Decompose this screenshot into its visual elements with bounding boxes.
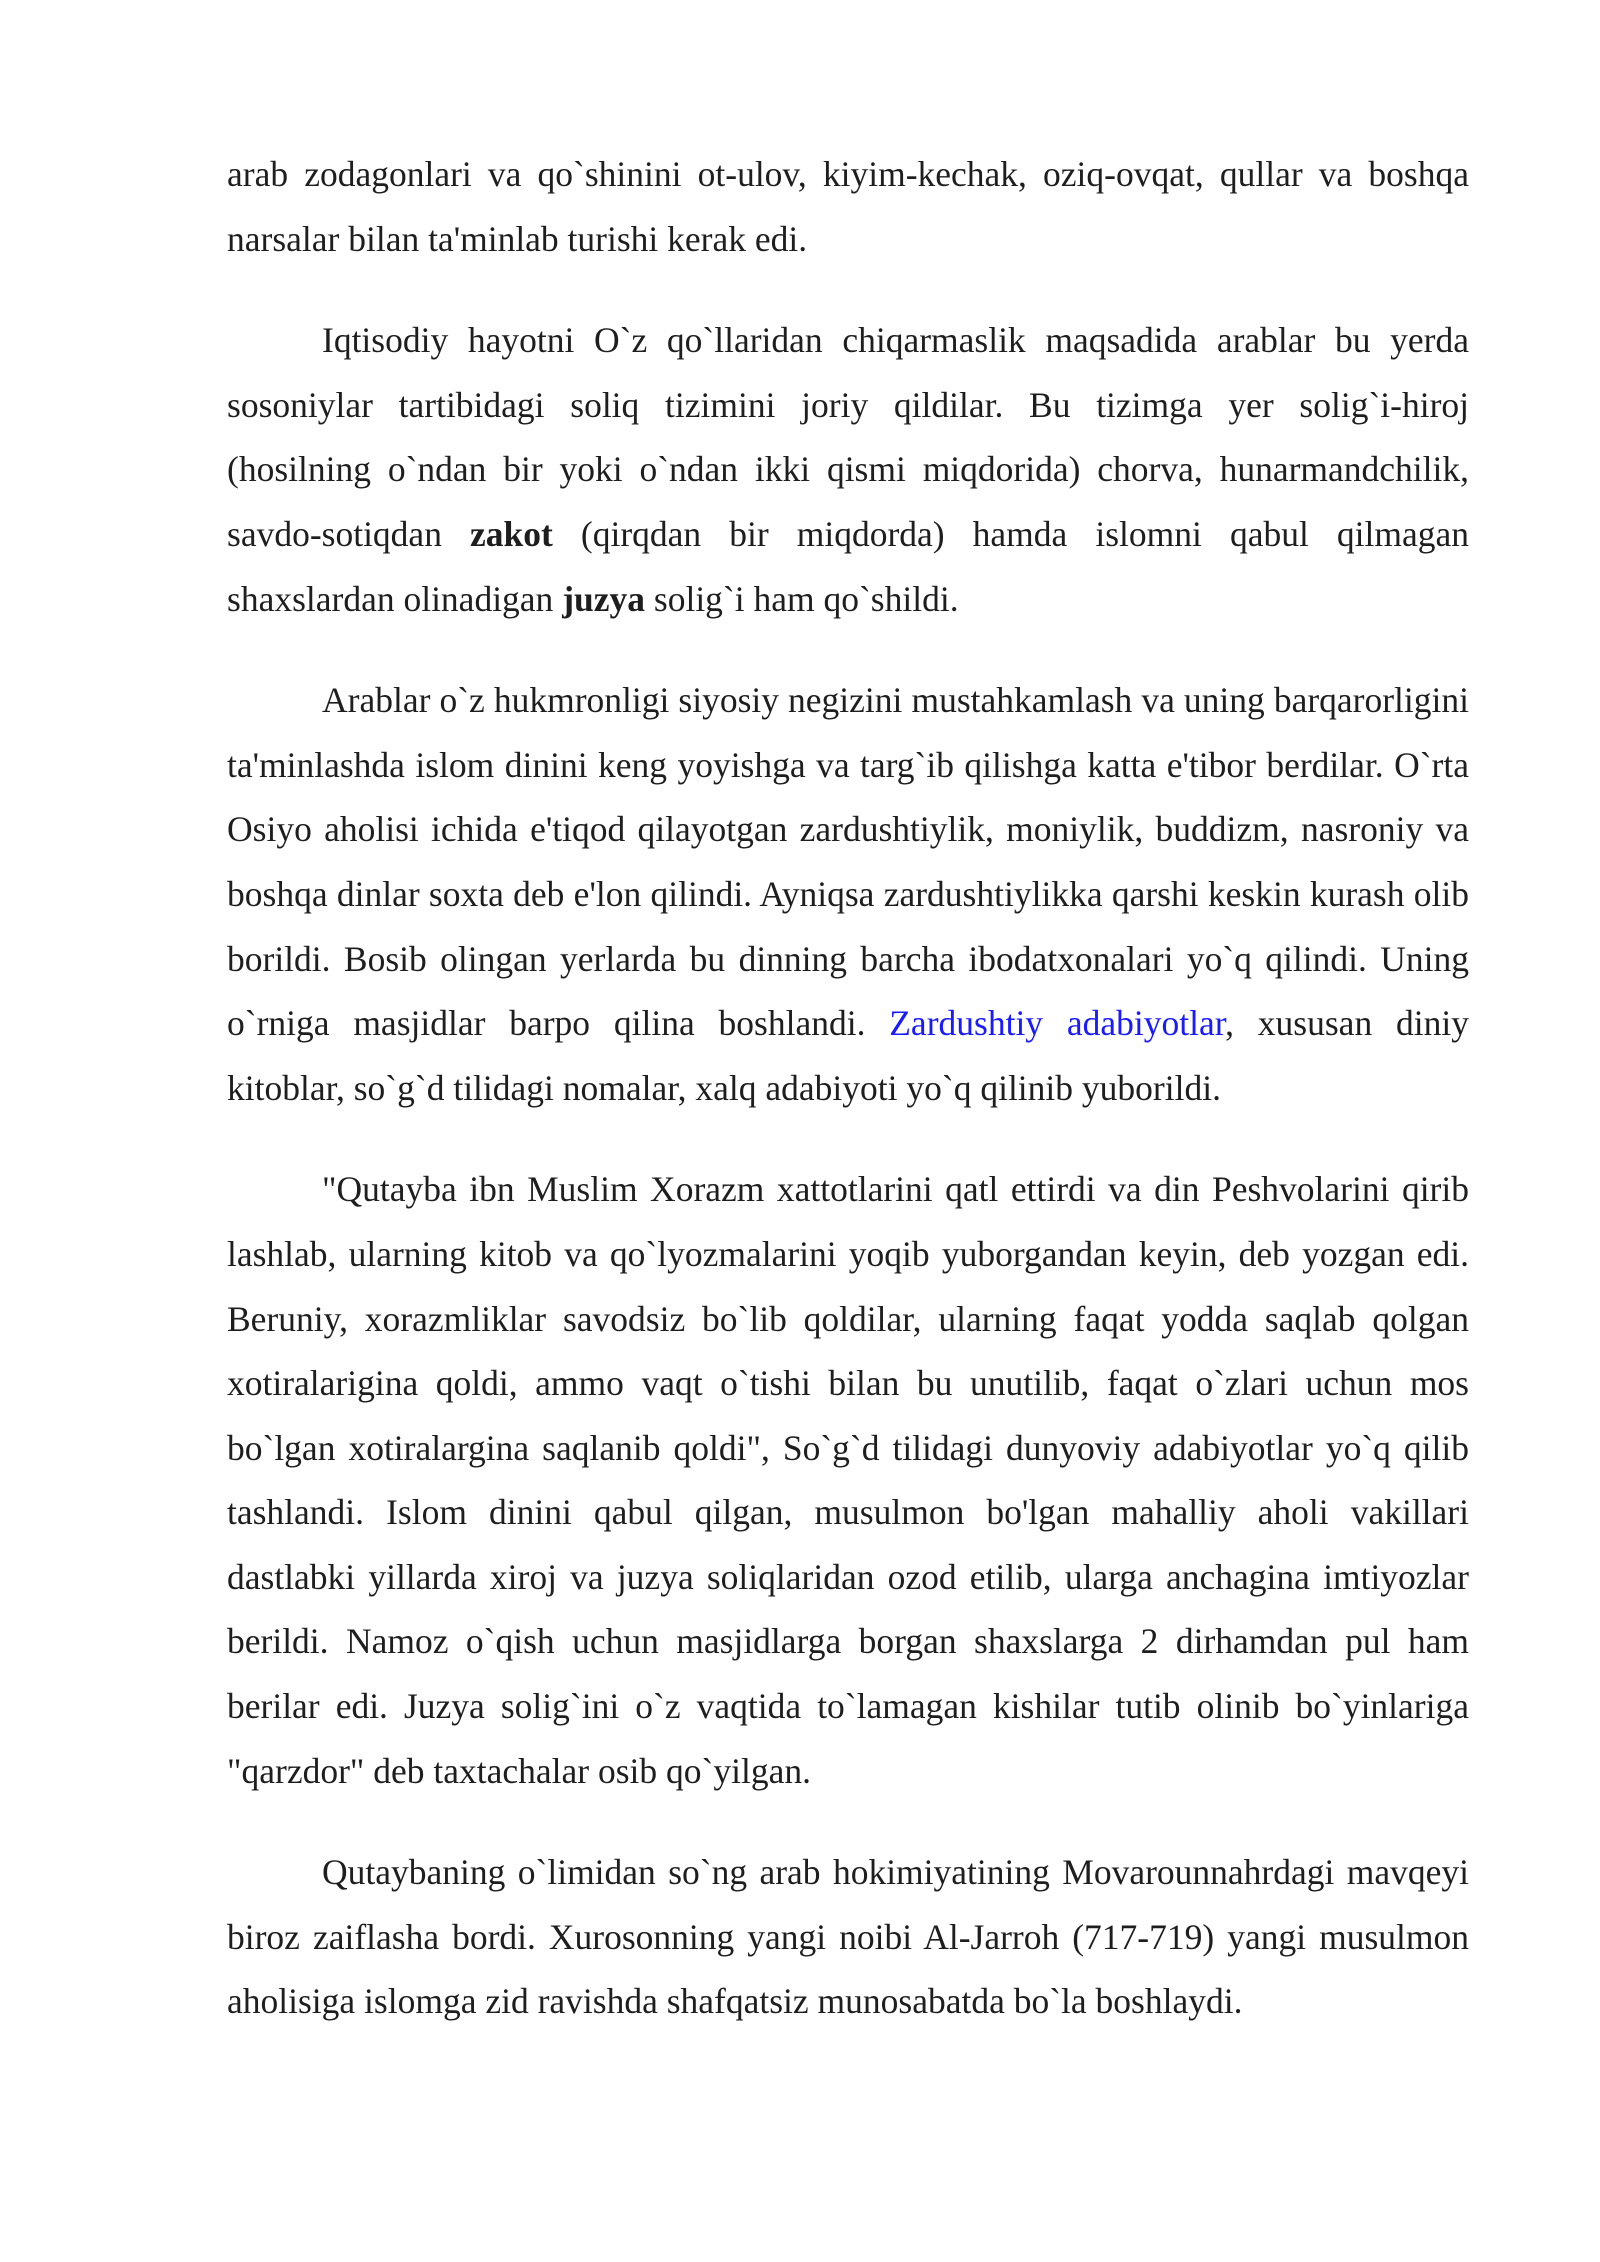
paragraph-3 [227,668,1469,1120]
zardushtiy-adabiyotlar-link[interactable]: Zardushtiy adabiyotlar [889,1003,1226,1044]
paragraph-1: arab zodagonlari va qo`shinini ot-ulov, kiyim-kechak, oziq-ovqat, qullar va boshqa narsalar bilan ta'minlab turishi kerak edi. [227,154,1469,259]
paragraph-2 [227,308,1469,631]
term-zakot: zakot [470,513,553,554]
term-juzya: juzya [562,578,646,619]
paragraph-3-text-1: Arablar o`z hukmronligi siyosiy negizini mustahkamlash va uning barqarorligini ta'minlashda islom dinini keng yoyishga va targ`ib qilishga katta e'tibor berdilar. O`rta Osiyo aholisi ichida e'tiqod qilayotgan zardushtiylik, moniylik, buddizm, nasroniy va boshqa dinlar soxta deb e'lon qilindi. Ayniqsa zardushtiylikka qarshi keskin kurash olib borildi. Bosib olingan yerlarda bu dinning barcha ibodatxonalari yo`q qilindi. Uning o`rniga masjidlar barpo qilina boshlandi. [227,680,1469,1044]
document-page [227,142,1469,2071]
paragraph-2-text-3: solig`i ham qo`shildi. [645,578,959,619]
paragraph-5: Qutaybaning o`limidan so`ng arab hokimiyatining Movarounnahrdagi mavqeyi biroz zaiflasha bordi. Xurosonning yangi noibi Al-Jarroh (717-719) yangi musulmon aholisiga islomga zid ravishda shafqatsiz munosabatda bo`la boshlaydi. [227,1852,1469,2022]
paragraph-4: "Qutayba ibn Muslim Xorazm xattotlarini qatl ettirdi va din Peshvolarini qirib lashlab, ularning kitob va qo`lyozmalarini yoqib yuborgandan keyin, deb yozgan edi. Beruniy, xorazmliklar savodsiz bo`lib qoldilar, ularning faqat yodda saqlab qolgan xotiralarigina qoldi, ammo vaqt o`tishi bilan bu unutilib, faqat o`zlari uchun mos bo`lgan xotiralargina saqlanib qoldi", So`g`d tilidagi dunyoviy adabiyotlar yo`q qilib tashlandi. Islom dinini qabul qilgan, musulmon bo'lgan mahalliy aholi vakillari dastlabki yillarda xiroj va juzya soliqlaridan ozod etilib, ularga anchagina imtiyozlar berildi. Namoz o`qish uchun masjidlarga borgan shaxslarga 2 dirhamdan pul ham berilar edi. Juzya solig`ini o`z vaqtida to`lamagan kishilar tutib olinib bo`yinlariga "qarzdor" deb taxtachalar osib qo`yilgan. [227,1169,1469,1791]
paragraph-2-text-1: Iqtisodiy hayotni O`z qo`llaridan chiqarmaslik maqsadida arablar bu yerda sosoniylar tartibidagi soliq tizimini joriy qildilar. Bu tizimga yer solig`i-hiroj (hosilning o`ndan bir yoki o`ndan ikki qismi miqdorida) chorva, hunarmandchilik, savdo-sotiqdan [227,320,1469,554]
paragraph-2-text-2: (qirqdan bir miqdorda) hamda islomni qabul qilmagan shaxslardan olinadigan [227,513,1469,619]
paragraph-3-text-2: , xususan diniy kitoblar, so`g`d tilidagi nomalar, xalq adabiyoti yo`q qilinib yuborildi. [227,1003,1469,1108]
